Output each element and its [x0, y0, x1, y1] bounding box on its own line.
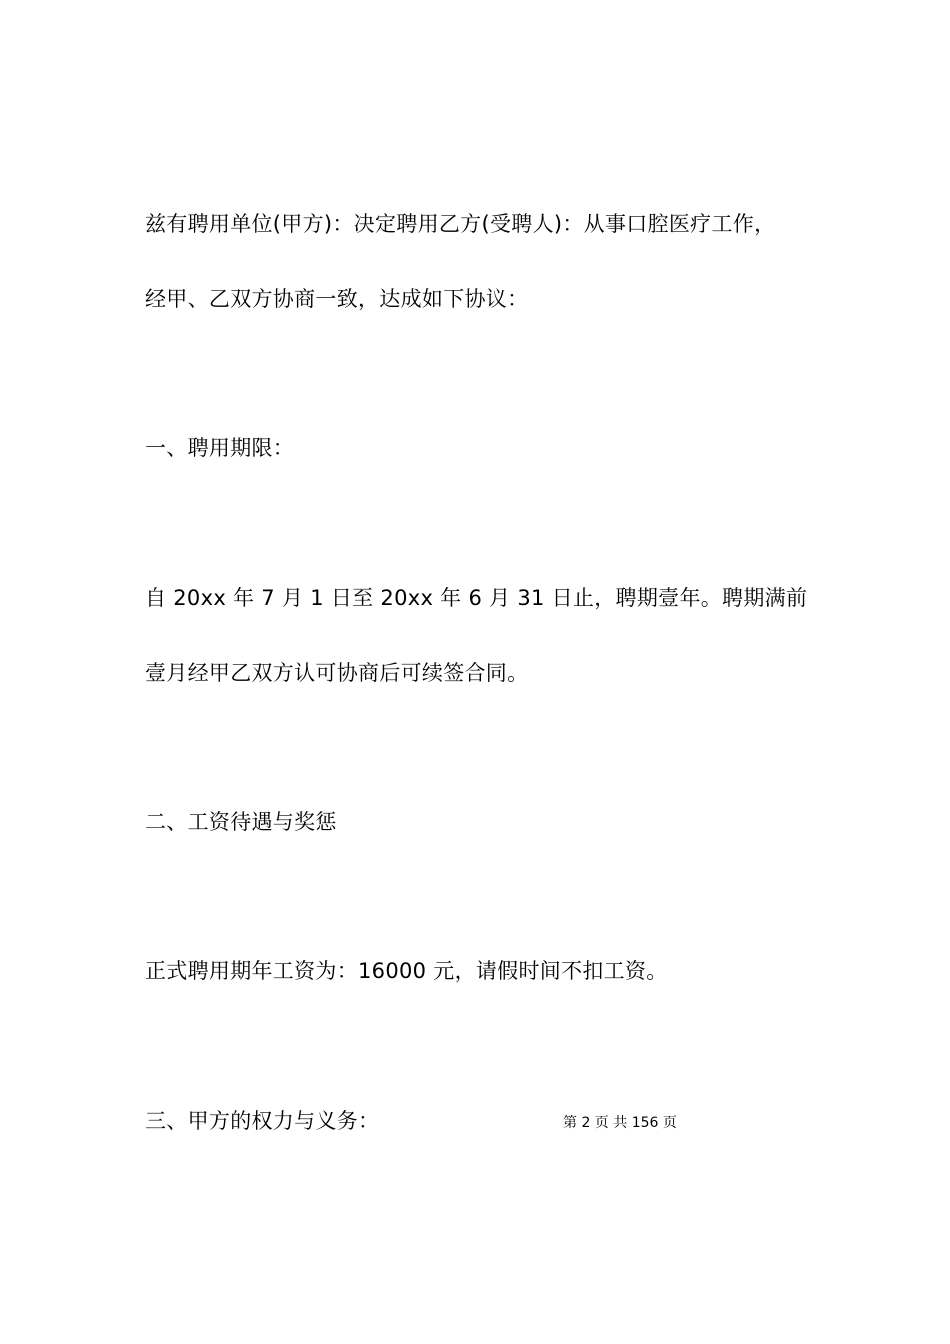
intro-line-2: 经甲、乙双方协商一致，达成如下协议： — [145, 287, 529, 311]
term-line-2: 壹月经甲乙双方认可协商后可续签合同。 — [145, 661, 529, 685]
section-heading-salary: 二、工资待遇与奖惩 — [145, 810, 337, 834]
section-heading-party-a: 三、甲方的权力与义务： — [145, 1109, 380, 1133]
page-number: 第 2 页 共 156 页 — [563, 1115, 677, 1131]
section-heading-term: 一、聘用期限： — [145, 436, 295, 460]
term-line-1: 自 20xx 年 7 月 1 日至 20xx 年 6 月 31 日止，聘期壹年。聘期满前 — [145, 586, 808, 610]
salary-line: 正式聘用期年工资为：16000 元，请假时间不扣工资。 — [145, 959, 668, 983]
intro-line-1: 兹有聘用单位(甲方)：决定聘用乙方(受聘人)：从事口腔医疗工作， — [145, 212, 776, 236]
